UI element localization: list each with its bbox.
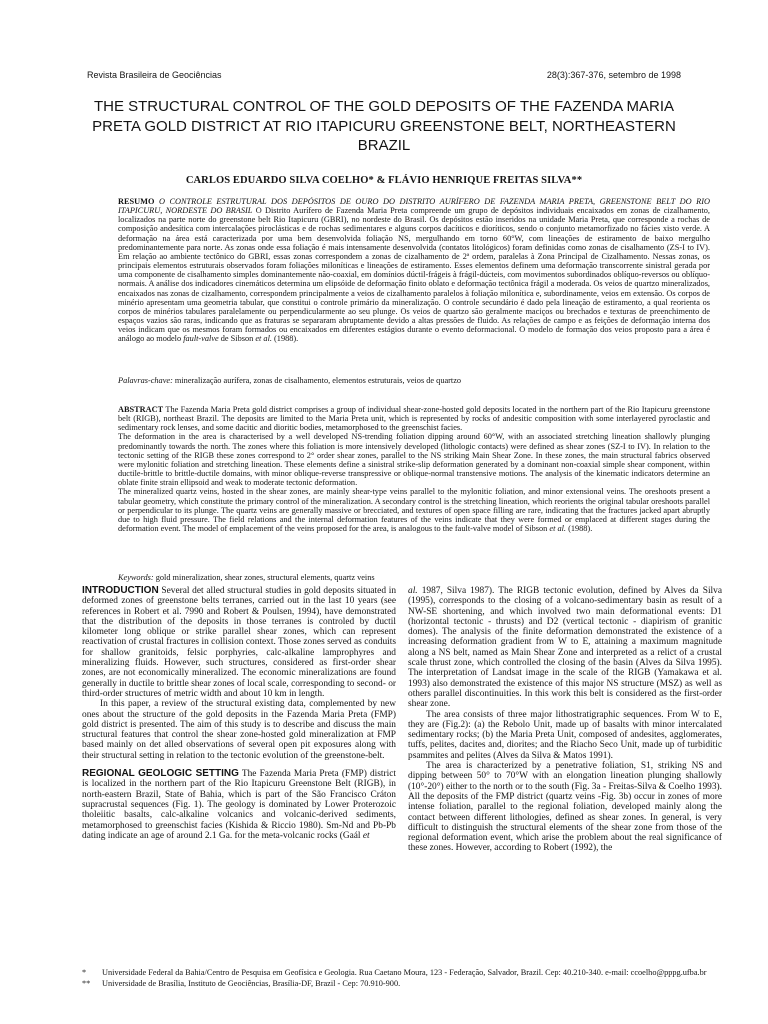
abstract-etal: et al.	[549, 524, 566, 534]
footnote-mark: **	[82, 978, 91, 988]
right-column	[408, 586, 722, 966]
resumo-section	[118, 197, 710, 365]
palavras-chave-label: Palavras-chave:	[118, 376, 173, 385]
footnote-text: Universidade de Brasília, Instituto de Geociências, Brasília-DF, Brazil - Cep: 70.910-900.	[102, 978, 401, 988]
footnote	[82, 968, 722, 979]
palavras-chave-text: mineralização aurífera, zonas de cisalhamento, elementos estruturais, veios de quartzo	[174, 376, 462, 385]
abstract-p3: The mineralized quartz veins, hosted in the shear zones, are mainly shear-type veins parallel to the mylonitic foliation, and minor extensional veins. The oreshoots present a tabular geometry, which constitute the primary control of the mineralization. A secondary control is the stretching lineation, which reorients the original tabular oreshoots parallel or perpendicular to its plunge. The quartz veins are generally massive or brecciated, and textures of open space filling are rare, indicating that the fractures jacked apart abruptly due to high fluid pressure. The field relations and the internal deformation features of the veins indicate that they were formed or emplaced at different stages during the deformation event. The model of emplacement of the veins proposed for the area, is analogous to the fault-valve model of Sibson	[118, 487, 710, 534]
keywords-text: gold mineralization, shear zones, structural elements, quartz veins	[155, 573, 375, 582]
journal-name: Revista Brasileira de Geociências	[87, 70, 222, 80]
keywords-label: Keywords:	[118, 573, 154, 582]
author-list: CARLOS EDUARDO SILVA COELHO* & FLÁVIO HENRIQUE FREITAS SILVA**	[185, 175, 583, 186]
abstract-section	[118, 405, 710, 571]
introduction-p2: In this paper, a review of the structural existing data, complemented by new ones about the structure of the gold deposits in the Fazenda Maria Preta (FMP) gold district is presented. The aim of this study is to describe and discuss the main structural features that control the shear zone-hosted gold mineralization at FMP based mainly on det alled observations of several open pit exposures along with their structural setting in relation to the tectonic evolution of the greenstone-belt.	[82, 699, 396, 761]
introduction-text: Several det alled structural studies in gold deposits situated in deformed zones of greenstone belts terranes, carried out in the last 10 years (see references in Robert et al. 7990 and Robert & Poulsen, 1994), have demonstrated that the distribution of the deposits in those terranes is controled by ductil kilometer long oblique or strike parallel shear zones, which can represent reactivation of crustal fractures in collision context. Those zones served as conduits for shallow granitoids, felsic porphyries, calc-alkaline lamprophyres and mineralizing fluids. However, such structures, considered as first-order shear zones, are not economically mineralized. The economic mineralizations are found generally in ductile to brittle shear zones of local scale, corresponding to second- or third-order structures of metric width and about 10 km in length.	[82, 586, 396, 699]
regional-setting-text: The Fazenda Maria Preta (FMP) district is localized in the northern part of the Rio Itapicuru Greenstone Belt (RIGB), in north-eastern Brazil, State of Bahia, which is part of the São Francisco Cráton supracrustal sequences (Fig. 1). The geology is dominated by Lower Proterozoic tholeiitic basalts, calc-alkaline volcanics and volcanic-derived sediments, metamorphosed to greenschist facies (Kishida & Riccio 1980). Sm-Nd and Pb-Pb dating indicate an age of around 2.1 Ga. for the meta-volcanic rocks (Gaál	[82, 769, 396, 841]
resumo-title: O CONTROLE ESTRUTURAL DOS DEPÓSITOS DE OURO DO DISTRITO AURÍFERO DE FAZENDA MARIA PRETA, GREENSTONE BELT DO RIO ITAPICURU, NORDESTE DO BRASIL	[118, 197, 710, 216]
issue-info: 28(3):367-376, setembro de 1998	[546, 70, 681, 80]
col2-p2: The area consists of three major lithostratigraphic sequences. From W to E, they are (Fig.2): (a) the Rebolo Unit, made up of basalts with minor intercalated sedimentary rocks; (b) the Maria Preta Unit, composed of andesites, agglomerates, tuffs, pelites, dacites and, diorites; and the Riacho Seco Unit, made up of turbiditic psammites and pelites (Alves da Silva & Matos 1991).	[408, 709, 722, 761]
resumo-fault-valve: fault-valve	[183, 334, 219, 344]
abstract-p1: The Fazenda Maria Preta gold district comprises a group of individual shear-zone-hosted gold deposits located in the northern part of the Rio Itapicuru greenstone belt (RIGB), northeast Brazil. The deposits are limited to the Maria Preta unit, which is represented by rocks of andesitic composition with some interlayered pyroclastic and sedimentary rock lenses, and some dacitic and dioritic bodies, metamorphosed to the greenschist facies.	[118, 405, 710, 433]
col2-p1: 1987, Silva 1987). The RIGB tectonic evolution, defined by Alves da Silva (1995), corresponds to the closing of a volcano-sedimentary basin as result of a NW-SE shortening, and which involved two main deformational events: D1 (horizontal tectonic - thrusts) and D2 (vertical tectonic - diapirism of granitic domes). The analysis of the finite deformation demonstrated the existence of a increasing deformation gradient from W to E, attaining a maximum magnitude along a NS belt, named as Main Shear Zone and interpreted as a relict of a crustal scale thrust zone, which controlled the closing of the basin (Alves da Silva 1995). The interpretation of Landsat image in the scale of the RIGB (Yamakawa et al. 1993) also demonstrated the existence of this major NS structure (MSZ) as well as others parallel discontinuities. In this work this belt is considered as the first-order shear zone.	[408, 586, 722, 710]
left-column	[82, 586, 396, 966]
keywords	[118, 573, 710, 582]
col2-p3: The area is characterized by a penetrative foliation, S1, striking NS and dipping between 50° to 70°W with an elongation lineation plunging shallowly (10°-20°) either to the north or to the south (Fig. 3a - Freitas-Silva & Coelho 1993). All the deposits of the FMP district (quartz veins -Fig. 3b) occur in zones of more intense foliation, parallel to the regional foliation, developed mainly along the contact between different lithologies, defined as shear zones. In general, is very difficult to distinguish the structural elements of the shear zone from those of the regional deformation event, which arise the problem about the real significance of these zones. However, according to Robert (1992), the	[408, 761, 722, 854]
introduction-heading: INTRODUCTION	[82, 586, 159, 596]
article-title: THE STRUCTURAL CONTROL OF THE GOLD DEPOSITS OF THE FAZENDA MARIA PRETA GOLD DISTRICT AT RIO ITAPICURU GREENSTONE BELT, NORTHEASTERN BRAZIL	[92, 98, 676, 154]
footnote	[82, 979, 722, 990]
footnote-text: Universidade Federal da Bahia/Centro de Pesquisa em Geofísica e Geologia. Rua Caetano Moura, 123 - Federação, Salvador, Brazil. Cep: 40.210-340. e-mail: ccoelho@pppg.ufba.br	[102, 968, 707, 977]
abstract-label: ABSTRACT	[118, 405, 164, 414]
resumo-text: O Distrito Aurífero de Fazenda Maria Preta compreende um grupo de depósitos individuais encaixados em zonas de cizalhamento, localizados na parte norte do greenstone belt Rio Itapicuru (GBRI), no nordeste do Brasil. Os depósitos estão inseridos na unidade Maria Preta, que corresponde a rochas de composição andesítica com intercalações piroclásticas e de rochas sedimentares e alguns corpos dacíticos e dioríticos, sendo o conjunto metamorfizado no fácies xisto verde. A deformação na área está caracterizada por uma bem desenvolvida foliação NS, mergulhando em torno 60°W, com lineações de estiramento de baixo mergulho predominantemente para norte. As zonas onde essa foliação é mais intensamente desenvolvida (contatos litológicos) foram definidas como zonas de cisalhamento (ZS-I to IV). Em relação ao ambiente tectônico do GBRI, essas zonas correspondem a zonas de cizalhamento de 2ª ordem, paralelas à Zona Principal de Cizalhamento. Nessas zonas, os principais elementos estruturais observados foram foliações miloníticas e lineações de estiramento. Esses elementos definem uma deformação transcorrente sinistral gerada por uma componente de cisalhamento simples dominantemente não-coaxial, em domínios dúctil-frágeis à frágil-dúcteis, com movimentos subordinados oblíquo-reversos ou oblíquo-normais. A análise dos indicadores cinemáticos determina um elipsóide de deformação finito oblato e deformação tectônica frágil a moderada. Os veios de quartzo mineralizados, encaixados nas zonas de cizalhamento, correspondem principalmente a veios de cizalhamento paralelos à foliação milonítica e, subordinamente, veios em extensão. Os corpos de minério apresentam uma geometria tabular, que constitui o controle primário da mineralização. O controle secundário é dado pela lineação de estiramento, a qual reorienta os corpos de minérios tabulares paralelamente ou perpendicularmente ao seu plunge. Os veios de quartzo são geralmente maciços ou brechados e texturas de preenchimento de espaços vazios são raras, indicando que as fraturas se separaram abruptamente devido a altas pressões de fluido. As relações de campo e as feições de deformação interna dos veios indicam que os mesmos foram formados ou encaixados em diferentes estágios durante o evento deformacional. O modelo de formação dos veios proposto para a área é análogo ao modelo	[118, 206, 710, 344]
col2-italic-al: al.	[408, 586, 418, 596]
abstract-p2: The deformation in the area is characterised by a well developed NS-trending foliation dipping around 60°W, with an associated stretching lineation shallowly plunging predominantly towards the north. The zones where this foliation is more intensively developed (lithologic contacts) were defined as shear zones (SZ-I to IV). In relation to the tectonic setting of the RIGB these zones correspond to 2° order shear zones, parallel to the NS striking Main Shear Zone. In these zones, the main structural fabrics observed were mylonitic foliation and stretching lineation. These elements define a sinistral strike-slip deformation generated by a dominant non-coaxial simple shear component, within ductile-brittle to brittle-ductile domains, with minor oblique-reverse transpressive or oblique-normal transtensive motions. The analysis of the kinematic indicators determine an oblate finite strain ellipsoid and weak to moderate tectonic deformation.	[118, 432, 710, 488]
resumo-etal: et al.	[255, 334, 272, 344]
resumo-year: (1988).	[274, 334, 299, 344]
running-header	[87, 70, 681, 82]
resumo-text-end: de Sibson	[220, 334, 254, 344]
regional-etal: et	[362, 830, 370, 841]
abstract-year: (1988).	[568, 524, 593, 534]
footnotes	[82, 968, 722, 989]
resumo-label: RESUMO	[118, 197, 155, 206]
footnote-mark: *	[82, 968, 87, 977]
palavras-chave	[118, 376, 710, 385]
regional-setting-heading: REGIONAL GEOLOGIC SETTING	[82, 768, 239, 780]
